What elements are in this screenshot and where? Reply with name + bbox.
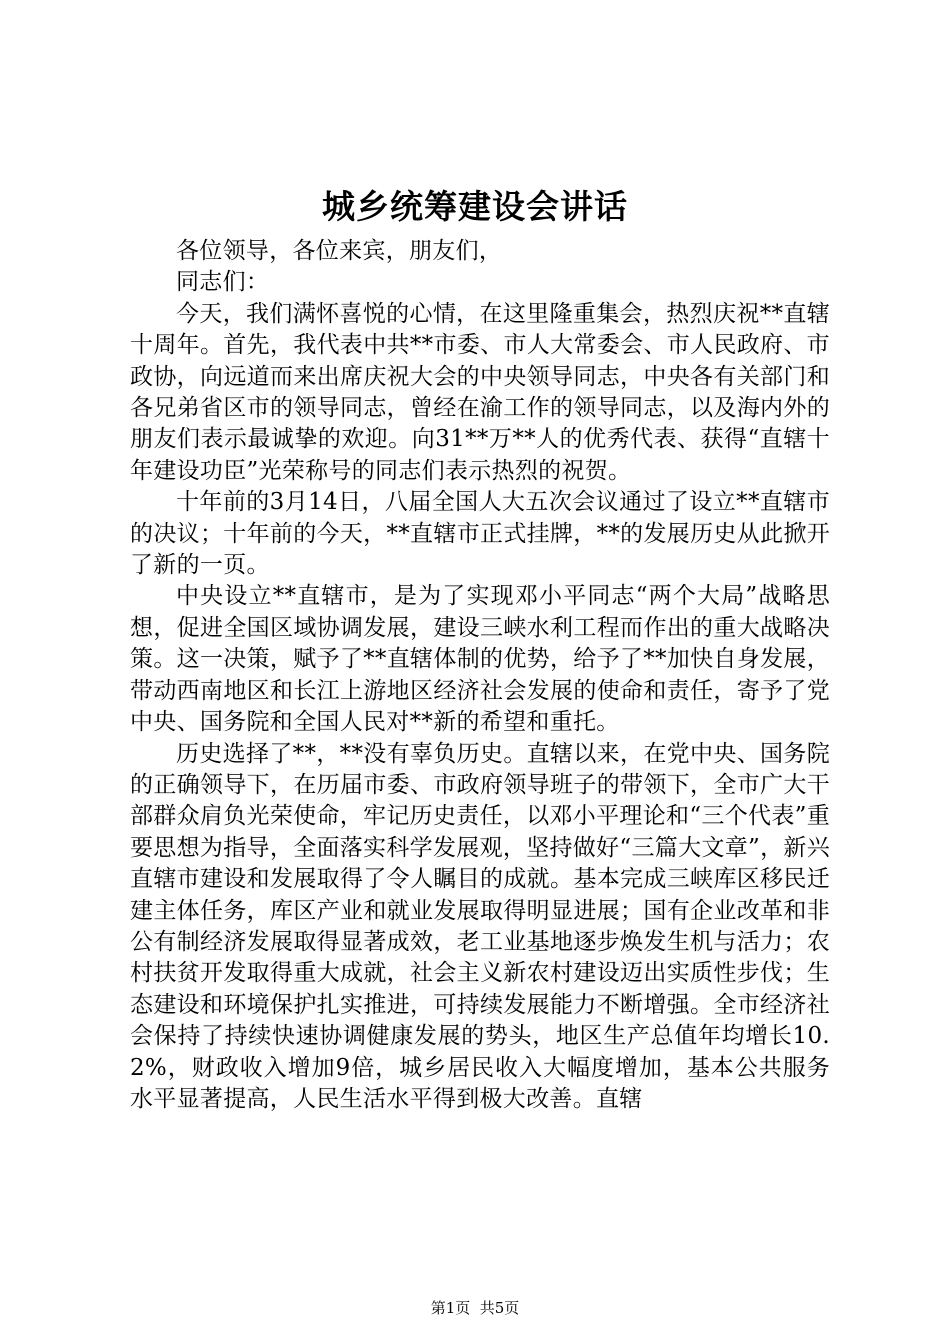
salutation-line: 各位领导，各位来宾，朋友们， [176, 238, 503, 264]
document-title: 城乡统筹建设会讲话 [322, 187, 628, 226]
body-paragraph: 历史选择了**，**没有辜负历史。直辖以来，在党中央、国务院的正确领导下，在历届市委、市政府领导班子的带领下，全市广大干部群众肩负光荣使命，牢记历史责任，以邓小平理论和“三个代表”重要思想为指导，全面落实科学发展观，坚持做好“三篇大文章”，新兴直辖市建设和发展取得了令人瞩目的成就。基本完成三峡库区移民迁建主体任务，库区产业和就业发展取得明显进展；国有企业改革和非公有制经济发展取得显著成效，老工业基地逐步焕发生机与活力；农村扶贫开发取得重大成就，社会主义新农村建设迈出实质性步伐；生态建设和环境保护扎实推进，可持续发展能力不断增强。全市经济社会保持了持续快速协调健康发展的势头，地区生产总值年均增长10.2%，财政收入增加9倍，城乡居民收入大幅度增加，基本公共服务水平显著提高，人民生活水平得到极大改善。直辖 [130, 740, 830, 1112]
document-body [130, 236, 830, 1115]
page-number-footer: 第1页 共5页 [430, 1299, 520, 1317]
body-paragraph: 十年前的3月14日，八届全国人大五次会议通过了设立**直辖市的决议；十年前的今天，**直辖市正式挂牌，**的发展历史从此掀开了新的一页。 [130, 489, 830, 579]
salutation-line: 同志们： [176, 269, 270, 296]
body-paragraph: 中央设立**直辖市，是为了实现邓小平同志“两个大局”战略思想，促进全国区域协调发展，建设三峡水利工程而作出的重大战略决策。这一决策，赋予了**直辖体制的优势，给予了**加快自身发展，带动西南地区和长江上游地区经济社会发展的使命和责任，寄予了党中央、国务院和全国人民对**新的希望和重托。 [130, 583, 830, 736]
body-paragraph: 今天，我们满怀喜悦的心情，在这里隆重集会，热烈庆祝**直辖十周年。首先，我代表中共**市委、市人大常委会、市人民政府、市政协，向远道而来出席庆祝大会的中央领导同志，中央各有关部门和各兄弟省区市的领导同志，曾经在渝工作的领导同志，以及海内外的朋友们表示最诚挚的欢迎。向31**万**人的优秀代表、获得“直辖十年建设功臣”光荣称号的同志们表示热烈的祝贺。 [130, 300, 830, 484]
